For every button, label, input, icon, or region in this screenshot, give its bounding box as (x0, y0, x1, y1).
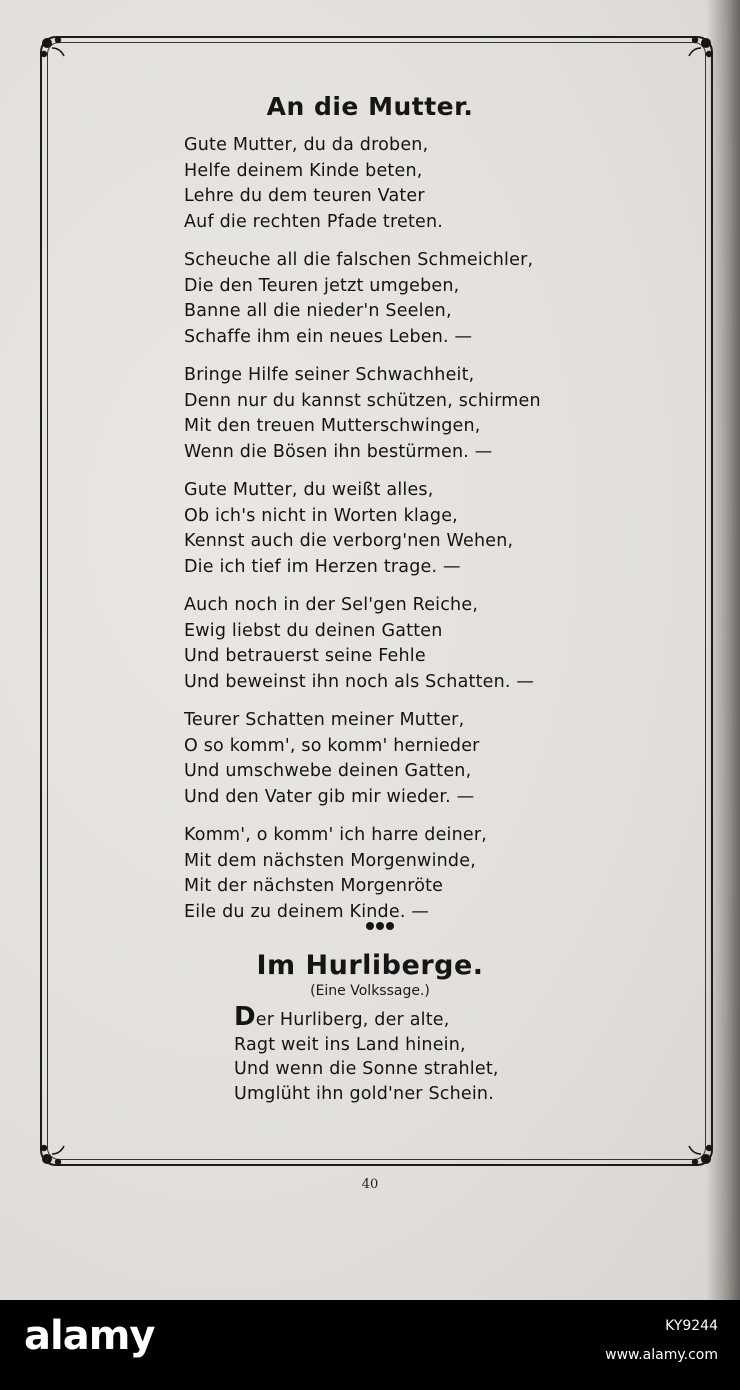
page-number: 40 (361, 1177, 379, 1192)
poem-line: Mit den treuen Mutterschwingen, (184, 416, 481, 436)
poem-line: Lehre du dem teuren Vater (184, 186, 425, 206)
stanza (184, 363, 541, 465)
poem-line: Die den Teuren jetzt umgeben, (184, 275, 460, 296)
corner-ornament-icon (681, 1134, 715, 1168)
poem-body (234, 1002, 499, 1106)
corner-ornament-icon (38, 34, 72, 68)
poem-line: O so komm', so komm' hernieder (184, 735, 480, 756)
stanza (184, 593, 541, 695)
poem-subtitle: (Eine Volkssage.) (310, 983, 430, 999)
poem-line: Denn nur du kannst schützen, schirmen (184, 390, 541, 411)
stanza (184, 823, 541, 925)
drop-cap: D (234, 1002, 256, 1032)
poem-line-text: er Hurliberg, der alte, (255, 1010, 450, 1030)
poem-line: Kennst auch die verborg'nen Wehen, (184, 531, 514, 551)
poem-line (234, 1002, 499, 1033)
stanza (184, 478, 541, 580)
poem-line: Schaffe ihm ein neues Leben. — (184, 326, 473, 347)
stanza (184, 708, 541, 810)
poem-line: Und beweinst ihn noch als Schatten. — (184, 671, 535, 692)
poem-line: Und betrauerst seine Fehle (184, 646, 426, 666)
poem-line: Eile du zu deinem Kinde. — (184, 901, 430, 922)
poem-line: Mit der nächsten Morgenröte (184, 876, 444, 896)
poem-line: Ob ich's nicht in Worten klage, (184, 505, 458, 526)
poem-line: Mit dem nächsten Morgenwinde, (184, 850, 476, 871)
stanza (184, 133, 541, 235)
poem-line: Gute Mutter, du da droben, (184, 135, 429, 155)
poem-line: Die ich tief im Herzen trage. — (184, 556, 461, 577)
poem-line: Auf die rechten Pfade treten. (184, 211, 444, 232)
poem-line: Gute Mutter, du weißt alles, (184, 480, 434, 500)
alamy-logo: alamy (24, 1313, 155, 1359)
poem-line: Ewig liebst du deinen Gatten (184, 620, 443, 641)
poem-line: Banne all die nieder'n Seelen, (184, 301, 452, 321)
poem-line: Und den Vater gib mir wieder. — (184, 786, 475, 807)
poem-line: Und wenn die Sonne strahlet, (234, 1059, 499, 1079)
image-id: KY9244 (665, 1318, 718, 1334)
watermark-url: www.alamy.com (605, 1347, 718, 1363)
stanza (184, 248, 541, 350)
separator-dots-icon (350, 918, 410, 932)
poem-line: Teurer Schatten meiner Mutter, (184, 710, 465, 730)
poem-line: Auch noch in der Sel'gen Reiche, (184, 595, 479, 615)
poem-line: Und umschwebe deinen Gatten, (184, 761, 472, 781)
corner-ornament-icon (38, 1134, 72, 1168)
poem-line: Scheuche all die falschen Schmeichler, (184, 250, 534, 270)
poem-line: Bringe Hilfe seiner Schwachheit, (184, 365, 475, 385)
poem-body (184, 133, 541, 938)
poem-line: Helfe deinem Kinde beten, (184, 160, 423, 181)
poem-line: Komm', o komm' ich harre deiner, (184, 825, 488, 845)
poem-title: Im Hurliberge. (256, 950, 484, 981)
poem-line: Umglüht ihn gold'ner Schein. (234, 1083, 494, 1104)
corner-ornament-icon (681, 34, 715, 68)
poem-line: Ragt weit ins Land hinein, (234, 1034, 466, 1055)
poem-title: An die Mutter. (266, 92, 474, 121)
poem-line: Wenn die Bösen ihn bestürmen. — (184, 441, 493, 462)
